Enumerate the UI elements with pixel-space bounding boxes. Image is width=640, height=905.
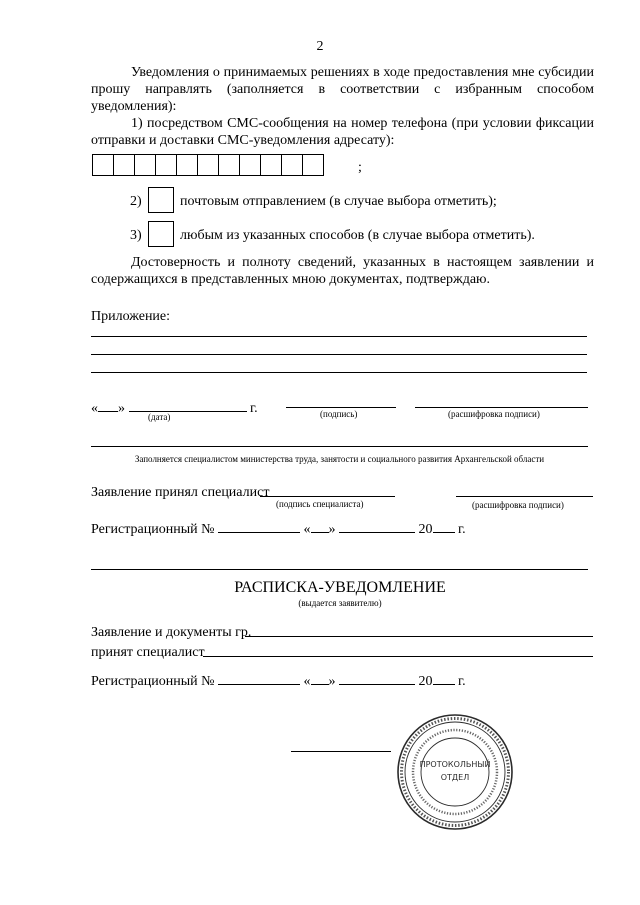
quote-close: » — [328, 522, 336, 537]
receipt-accepted-label: принят специалист — [91, 645, 205, 660]
attachment-line[interactable] — [91, 336, 587, 337]
caption-date: (дата) — [148, 412, 171, 422]
year-prefix: 20 — [418, 522, 433, 537]
option-any-label: любым из указанных способов (в случае выбора отметить). — [180, 228, 535, 243]
phone-digit-cell[interactable] — [155, 154, 177, 176]
registration-row[interactable] — [91, 518, 466, 538]
caption-specialist-signature: (подпись специалиста) — [276, 499, 364, 509]
phone-number-cells[interactable] — [92, 154, 323, 178]
year-blank[interactable] — [433, 670, 455, 685]
receipt-title: РАСПИСКА-УВЕДОМЛЕНИЕ — [234, 579, 446, 596]
stamp-center-line1: ПРОТОКОЛЬНЫЙ — [419, 760, 491, 769]
registration-number-blank[interactable] — [218, 670, 300, 685]
quote-open: « — [91, 401, 98, 416]
specialist-signature-line[interactable] — [260, 496, 395, 497]
receipt-registration-label: Регистрационный № — [91, 674, 215, 689]
stamp-center-line2: ОТДЕЛ — [440, 773, 470, 782]
phone-digit-cell[interactable] — [92, 154, 114, 176]
receipt-registration-row[interactable] — [91, 670, 466, 690]
ministry-note: Заполняется специалистом министерства труда, занятости и социального развития Архангельской области — [134, 454, 545, 464]
registration-number-blank[interactable] — [218, 518, 300, 533]
stamp-graphic — [395, 712, 515, 832]
specialist-decoding-line[interactable] — [456, 496, 593, 497]
notification-intro: Уведомления о принимаемых решениях в ходе предоставления мне субсидии прошу направлять (заполняется в соответствии с избранным способом уведомления): — [91, 65, 594, 114]
phone-digit-cell[interactable] — [197, 154, 219, 176]
ministry-divider — [91, 446, 588, 447]
phone-digit-cell[interactable] — [176, 154, 198, 176]
year-blank[interactable] — [433, 518, 455, 533]
date-field[interactable] — [91, 397, 258, 417]
year-suffix: г. — [458, 674, 466, 689]
receipt-documents-label: Заявление и документы гр. — [91, 625, 252, 640]
option-post-number: 2) — [130, 194, 142, 209]
month-blank[interactable] — [339, 518, 415, 533]
caption-decoding: (расшифровка подписи) — [448, 409, 540, 419]
accepted-by-label: Заявление принял специалист — [91, 485, 270, 500]
attachment-line[interactable] — [91, 372, 587, 373]
year-suffix: г. — [250, 401, 258, 416]
registration-label: Регистрационный № — [91, 522, 215, 537]
phone-digit-cell[interactable] — [281, 154, 303, 176]
quote-close: » — [328, 674, 336, 689]
phone-digit-cell[interactable] — [218, 154, 240, 176]
quote-open: « — [303, 522, 311, 537]
option-any-checkbox[interactable] — [148, 221, 174, 247]
signature-decoding-line[interactable] — [415, 407, 588, 408]
quote-open: « — [303, 674, 311, 689]
year-prefix: 20 — [418, 674, 433, 689]
option-any-number: 3) — [130, 228, 142, 243]
applicant-name-line[interactable] — [245, 636, 593, 637]
phone-terminator: ; — [358, 160, 362, 175]
option-post-label: почтовым отправлением (в случае выбора отметить); — [180, 194, 497, 209]
option-sms: 1) посредством СМС-сообщения на номер телефона (при условии фиксации отправки и доставки СМС-уведомления адресату): — [91, 116, 594, 148]
caption-specialist-decoding: (расшифровка подписи) — [472, 500, 564, 510]
phone-digit-cell[interactable] — [113, 154, 135, 176]
day-blank[interactable] — [98, 397, 118, 412]
option-post-checkbox[interactable] — [148, 187, 174, 213]
month-year-blank[interactable] — [129, 397, 247, 412]
attachment-label: Приложение: — [91, 309, 171, 324]
month-blank[interactable] — [339, 670, 415, 685]
phone-digit-cell[interactable] — [134, 154, 156, 176]
receipt-specialist-line[interactable] — [203, 656, 593, 657]
phone-digit-cell[interactable] — [302, 154, 324, 176]
phone-digit-cell[interactable] — [239, 154, 261, 176]
confirmation-text: Достоверность и полноту сведений, указанных в настоящем заявлении и содержащихся в представленных мною документах, подтверждаю. — [91, 255, 594, 287]
caption-signature: (подпись) — [320, 409, 358, 419]
page-number: 2 — [316, 39, 324, 54]
receipt-subtitle: (выдается заявителю) — [298, 598, 382, 608]
phone-digit-cell[interactable] — [260, 154, 282, 176]
receipt-signature-line[interactable] — [291, 751, 391, 752]
attachment-line[interactable] — [91, 354, 587, 355]
year-suffix: г. — [458, 522, 466, 537]
receipt-divider — [91, 569, 588, 570]
official-stamp — [395, 712, 515, 832]
day-blank[interactable] — [311, 518, 329, 533]
quote-close: » — [118, 401, 125, 416]
day-blank[interactable] — [311, 670, 329, 685]
signature-line[interactable] — [286, 407, 396, 408]
